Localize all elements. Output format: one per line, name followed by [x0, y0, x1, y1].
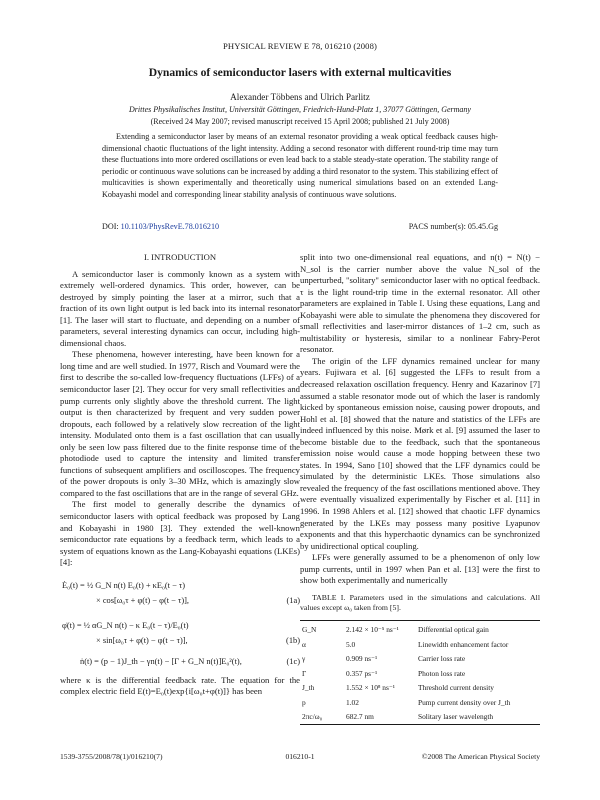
table-row — [300, 637, 540, 652]
table-cell-value: 2.142 × 10⁻⁵ ns⁻¹ — [344, 621, 416, 638]
right-column — [300, 252, 540, 725]
equation-number: (1b) — [286, 635, 300, 645]
section-heading: I. INTRODUCTION — [143, 252, 217, 262]
paragraph: LFFs were generally assumed to be a phenomenon of only low pump currents, until in 1997 when Pan et al. [13] were the first to show both experimentally and numerically — [300, 552, 540, 586]
table-cell-symbol: 2πc/ω₀ — [300, 710, 344, 725]
doi-label: DOI: — [102, 222, 119, 231]
doi-line — [102, 222, 498, 231]
paragraph: These phenomena, however interesting, have been known for a long time and are well studied. In 1977, Risch and Voumard were the first to describe the so-called low-frequency fluctuations (LFFs) of a semiconductor laser [2]. They occur for very small reflectivities and pump currents only slightly above the threshold current. The light output is then characterized by frequent and very sudden power dropouts, each followed by a relatively slow recreation of the light intensity. Modulated onto them is a fast oscillation that can usually only be seen low pass filtered due to the finite response time of the photodiode used to capture the intensity and limited transfer functions of subsequent amplifiers and oscilloscopes. The frequency of the power dropouts is only 3–30 MHz, which is amazingly slow compared to the fast oscillations that are in the range of several GHz. — [60, 349, 300, 498]
equation-1a-line2: × cos[ω₀τ + φ(t) − φ(t − τ)], — [96, 595, 190, 605]
equation-1c-line: ṅ(t) = (p − 1)J_th − γn(t) − [Γ + G_N n(t)]E₀²(t), — [80, 656, 242, 666]
table-cell-symbol: α — [302, 639, 306, 649]
table-cell-symbol: J_th — [302, 683, 315, 693]
table-cell-symbol: Γ — [302, 668, 307, 678]
running-head: PHYSICAL REVIEW E 78, 016210 (2008) — [223, 41, 377, 51]
table-cell-value: 682.7 nm — [344, 710, 416, 725]
table-cell-meaning: Differential optical gain — [416, 621, 540, 638]
table-cell-meaning: Threshold current density — [418, 683, 494, 693]
affiliation: Drittes Physikalisches Institut, Universität Göttingen, Friedrich-Hund-Platz 1, 37077 Göttingen, Germany — [129, 105, 471, 114]
paragraph: A semiconductor laser is commonly known as a system with extremely well-ordered dynamics. This order, however, can be destroyed by simply pointing the laser at a mirror, such that a fraction of its own light output is led back into its internal resonator [1]. The laser will start to fluctuate, and depending on a number of parameters, several interesting dynamics can occur, including high-dimensional chaos. — [60, 268, 300, 348]
table-row — [300, 666, 540, 681]
table-caption: TABLE I. Parameters used in the simulations and calculations. All values except ω₀ taken from [5]. — [300, 592, 540, 613]
abstract: Extending a semiconductor laser by means of an external resonator providing a weak optical feedback causes high-dimensional chaotic fluctuations of the light intensity. Adding a second resonator with different round-trip time may turn these fluctuations into more ordered oscillations or even lead back to a stable steady-state operation. The stability range of periodic or continuous wave solutions can be increased by adding a third resonator to the system. This stabilizing effect of multicavities is shown experimentally and theoretically using numerical simulations based on an extended Lang-Kobayashi model and corresponding linear stability analysis of continuous wave solutions. — [102, 132, 498, 199]
equation-1a-cont — [60, 595, 300, 609]
paragraph: split into two one-dimensional real equations, and n(t) = N(t) − N_sol is the carrier number above the value N_sol of the unperturbed, "solitary" semiconductor laser with no optical feedback. τ is the light round-trip time in the external resonator. All other parameters are explained in Table I. Using these equations, Lang and Kobayashi were able to simulate the phenomena they discovered for small reflectivities and laser-mirror distances of 1–2 cm, such as multistability or hysteresis, similar to a nonlinear Fabry-Perot resonator. — [300, 252, 540, 355]
equation-1a-line1: Ė₀(t) = ½ G_N n(t) E₀(t) + κE₀(t − τ) — [62, 580, 186, 590]
table-cell-symbol: G_N — [300, 621, 344, 638]
paragraph: The origin of the LFF dynamics remained unclear for many years. Fujiwara et al. [6] suggested the LFFs to result from a decreased relaxation oscillation frequency. Henry and Kazarinov [7] assumed a stable resonator mode out of which the laser is randomly kicked by spontaneous emission noise, causing power dropouts, and Hohl et al. [8] showed that the nature and statistics of the LFFs are indeed influenced by this noise. Mørk et al. [9] assumed the laser to become bistable due to the feedback, such that the spontaneous emission noise would cause a mode hopping between these two states. In 1994, Sano [10] showed that the LFF dynamics could be simulated by the deterministic LKEs. Those simulations also revealed the frequency of the fast oscillations mentioned above. They were eventually visualized experimentally by Fischer et al. [11] in 1996. In 1998 Ahlers et al. [12] showed that chaotic LFF dynamics generated by the LKEs may possess many positive Lyapunov exponents and that this hyperchaotic dynamics can be synchronized by unidirectional optical coupling. — [300, 355, 540, 551]
table-cell-symbol: γ — [302, 654, 306, 664]
pacs-numbers: PACS number(s): 05.45.Gg — [408, 222, 498, 231]
table-cell-meaning: Pump current density over J_th — [418, 697, 511, 707]
equation-1b-line2: × sin[ω₀τ + φ(t) − φ(t − τ)], — [96, 635, 188, 645]
equation-1b-line1: φ̇(t) = ½ αG_N n(t) − κ E₀(t − τ)/E₀(t) — [62, 620, 189, 630]
table-row — [300, 681, 540, 696]
page-number: 016210-1 — [285, 752, 315, 761]
table-cell-value: 5.0 — [346, 639, 356, 649]
paragraph: where κ is the differential feedback rate. The equation for the complex electric field E(t)=E₀(t)exp{i[ω₀t+φ(t)]} has been — [60, 674, 300, 697]
table-cell-symbol: p — [302, 697, 306, 707]
table-cell-value: 1.02 — [346, 697, 359, 707]
equation-1c — [60, 652, 300, 672]
table-row — [300, 710, 540, 725]
table-cell-value: 1.552 × 10⁸ ns⁻¹ — [346, 683, 395, 693]
table-row — [300, 621, 540, 638]
article-title: Dynamics of semiconductor lasers with external multicavities — [148, 66, 452, 79]
table-cell-meaning: Linewidth enhancement factor — [418, 639, 509, 649]
table-cell-value: 0.909 ns⁻¹ — [346, 654, 378, 664]
equation-1b-cont — [60, 635, 300, 649]
received-dates: (Received 24 May 2007; revised manuscript received 15 April 2008; published 21 July 2008) — [150, 117, 450, 126]
table-cell-meaning: Solitary laser wavelength — [416, 710, 540, 725]
issn-code: 1539-3755/2008/78(1)/016210(7) — [60, 752, 163, 761]
table-row — [300, 652, 540, 667]
equation-number: (1a) — [286, 595, 300, 605]
doi-link[interactable]: 10.1103/PhysRevE.78.016210 — [120, 222, 220, 231]
table-cell-meaning: Photon loss rate — [418, 668, 466, 678]
parameter-table — [300, 620, 540, 725]
table-cell-meaning: Carrier loss rate — [418, 654, 466, 664]
left-column — [60, 252, 300, 698]
table-cell-value: 0.357 ps⁻¹ — [346, 668, 378, 678]
table-row — [300, 695, 540, 710]
paragraph: The first model to generally describe the dynamics of semiconductor lasers with optical feedback was proposed by Lang and Kobayashi in 1980 [3]. They extended the well-known semiconductor rate equations by a feedback term, which leads to a system of equations known as the Lang-Kobayashi equations (LKEs) [4]: — [60, 499, 300, 568]
copyright: ©2008 The American Physical Society — [421, 752, 540, 761]
equation-number: (1c) — [286, 656, 300, 666]
author-list: Alexander Többens and Ulrich Parlitz — [230, 92, 370, 102]
